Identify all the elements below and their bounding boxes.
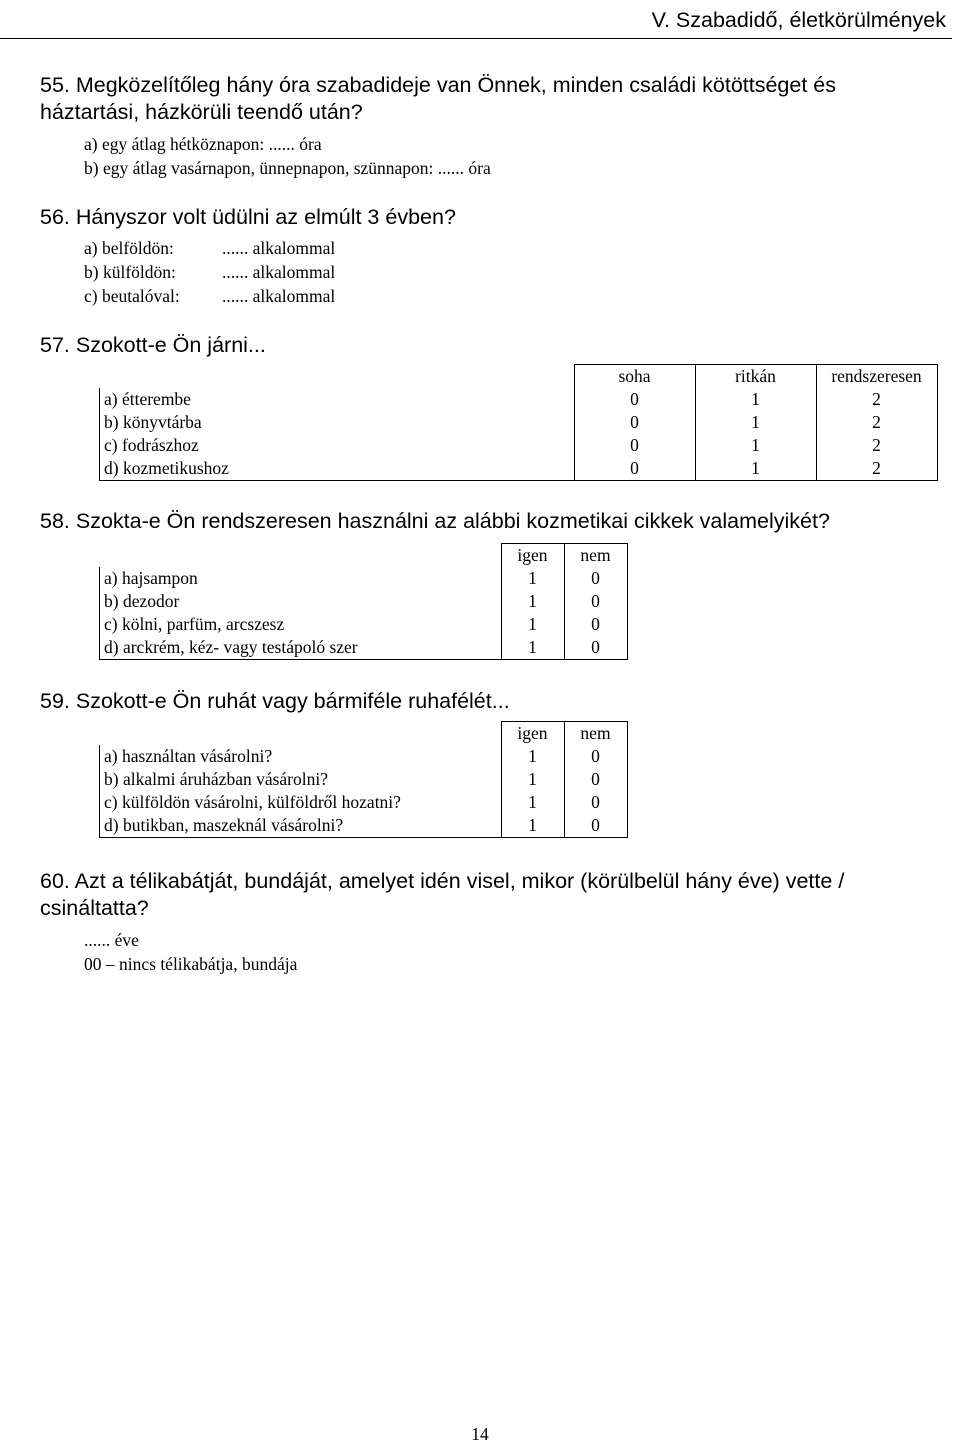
table-row — [100, 814, 628, 838]
row-label: c) fodrászhoz — [100, 434, 575, 457]
question-58: 58. Szokta-e Ön rendszeresen használni az alábbi kozmetikai cikkek valamelyikét? — [40, 509, 830, 533]
row-label: a) hajsampon — [100, 567, 502, 590]
column-header: soha — [574, 365, 695, 389]
column-header: igen — [501, 722, 564, 746]
question-59: 59. Szokott-e Ön ruhát vagy bármiféle ruhafélét... — [40, 689, 510, 713]
q56-value-c: ...... alkalommal — [222, 286, 336, 306]
answer-code: 0 — [564, 791, 627, 814]
column-header: igen — [501, 544, 564, 568]
q56-value-b: ...... alkalommal — [222, 262, 336, 282]
page-number: 14 — [471, 1424, 489, 1444]
column-header: nem — [564, 722, 627, 746]
q60-answer: ...... éve — [84, 930, 139, 950]
table-row — [100, 434, 938, 457]
answer-code: 1 — [695, 434, 816, 457]
question-60: 60. Azt a télikabátját, bundáját, amelyet idén visel, mikor (körülbelül hány éve) vette / csináltatta? — [40, 869, 845, 920]
table-row — [100, 745, 628, 768]
answer-code: 1 — [501, 791, 564, 814]
table-row — [100, 457, 938, 481]
row-label: a) étterembe — [100, 388, 575, 411]
q57-table — [99, 364, 938, 481]
answer-code: 0 — [574, 411, 695, 434]
row-label: b) dezodor — [100, 590, 502, 613]
answer-code: 1 — [501, 768, 564, 791]
answer-code: 0 — [564, 613, 627, 636]
answer-code: 2 — [816, 388, 937, 411]
q55-option-b: b) egy átlag vasárnapon, ünnepnapon, szünnapon: ...... óra — [84, 158, 491, 178]
answer-code: 0 — [574, 457, 695, 481]
answer-code: 0 — [564, 567, 627, 590]
answer-code: 0 — [564, 768, 627, 791]
table-row — [100, 590, 628, 613]
answer-code: 0 — [564, 745, 627, 768]
question-55: 55. Megközelítőleg hány óra szabadideje van Önnek, minden családi kötöttséget és háztartási, házkörüli teendő után? — [40, 73, 836, 124]
answer-code: 0 — [574, 434, 695, 457]
answer-code: 1 — [501, 814, 564, 838]
q59-table — [99, 721, 628, 838]
question-57: 57. Szokott-e Ön járni... — [40, 333, 266, 357]
page-header — [0, 4, 952, 39]
row-label: c) külföldön vásárolni, külföldről hozatni? — [100, 791, 502, 814]
row-label: d) arckrém, kéz- vagy testápoló szer — [100, 636, 502, 660]
answer-code: 0 — [564, 590, 627, 613]
answer-code: 1 — [695, 457, 816, 481]
answer-code: 2 — [816, 411, 937, 434]
table-row — [100, 567, 628, 590]
q56-label-c: c) beutalóval: — [84, 286, 180, 306]
answer-code: 0 — [574, 388, 695, 411]
q56-label-b: b) külföldön: — [84, 262, 176, 282]
row-label: c) kölni, parfüm, arcszesz — [100, 613, 502, 636]
table-header-row — [100, 544, 628, 568]
table-row — [100, 791, 628, 814]
q58-table — [99, 543, 628, 660]
table-row — [100, 636, 628, 660]
column-header: nem — [564, 544, 627, 568]
table-header-row — [100, 722, 628, 746]
column-header: rendszeresen — [816, 365, 937, 389]
answer-code: 0 — [564, 814, 627, 838]
row-label: a) használtan vásárolni? — [100, 745, 502, 768]
answer-code: 1 — [501, 567, 564, 590]
question-56: 56. Hányszor volt üdülni az elmúlt 3 évben? — [40, 205, 456, 229]
section-title: V. Szabadidő, életkörülmények — [651, 8, 946, 32]
answer-code: 0 — [564, 636, 627, 660]
answer-code: 1 — [501, 636, 564, 660]
table-row — [100, 768, 628, 791]
table-header-row — [100, 365, 938, 389]
table-row — [100, 613, 628, 636]
answer-code: 1 — [501, 590, 564, 613]
row-label: b) alkalmi áruházban vásárolni? — [100, 768, 502, 791]
answer-code: 1 — [695, 411, 816, 434]
row-label: d) butikban, maszeknál vásárolni? — [100, 814, 502, 838]
q56-label-a: a) belföldön: — [84, 238, 174, 258]
table-row — [100, 411, 938, 434]
answer-code: 2 — [816, 434, 937, 457]
answer-code: 1 — [501, 745, 564, 768]
answer-code: 1 — [501, 613, 564, 636]
column-header: ritkán — [695, 365, 816, 389]
answer-code: 2 — [816, 457, 937, 481]
answer-code: 1 — [695, 388, 816, 411]
table-row — [100, 388, 938, 411]
row-label: b) könyvtárba — [100, 411, 575, 434]
q56-value-a: ...... alkalommal — [222, 238, 336, 258]
row-label: d) kozmetikushoz — [100, 457, 575, 481]
q60-none-option: 00 – nincs télikabátja, bundája — [84, 954, 298, 974]
q55-option-a: a) egy átlag hétköznapon: ...... óra — [84, 134, 322, 154]
